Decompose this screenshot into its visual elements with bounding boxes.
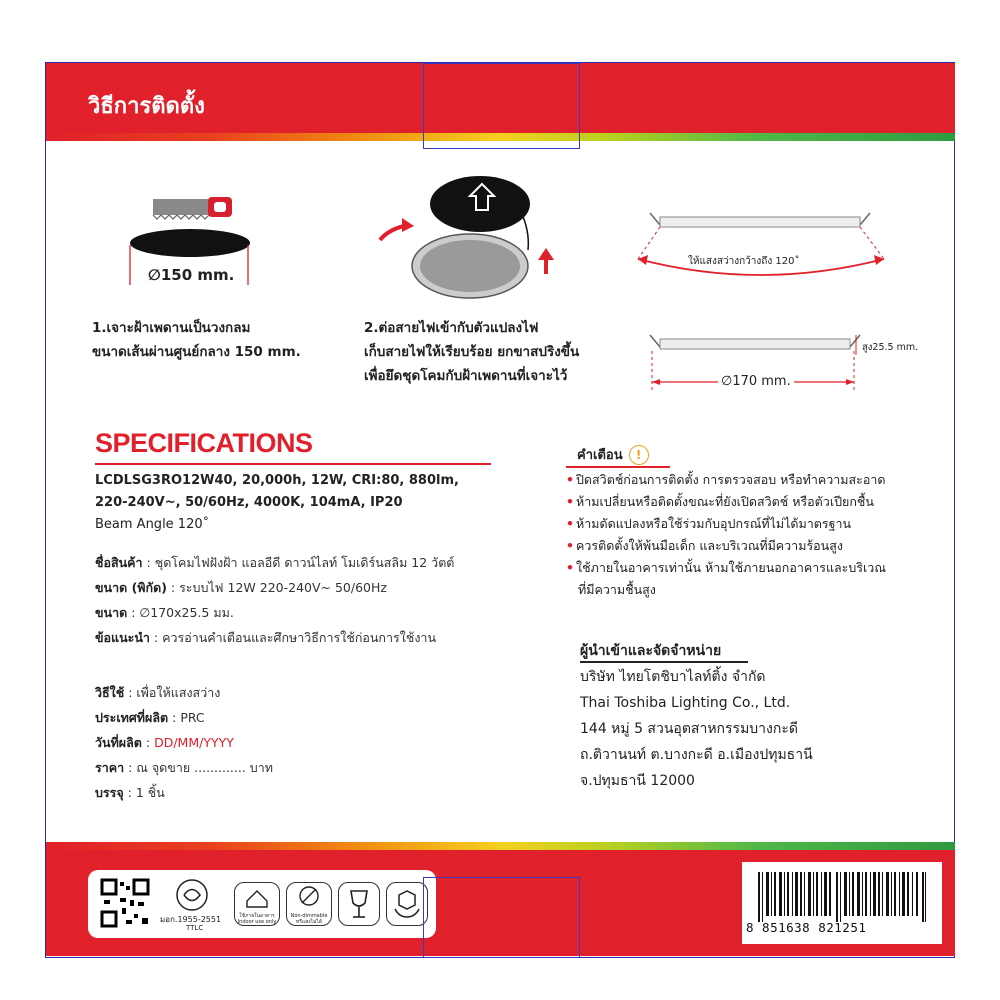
warning-item: • ควรติดตั้งให้พ้นมือเด็ก และบริเวณที่มีความร้อนสูง: [566, 538, 843, 553]
distributor-underline: [580, 661, 748, 663]
barcode-number: 8 851638 821251: [746, 920, 867, 935]
step1-line2: ขนาดเส้นผ่านศูนย์กลาง 150 mm.: [92, 344, 301, 360]
spring-arrow-left: [380, 226, 404, 240]
warning-item: • ปิดสวิตช์ก่อนการติดตั้ง การตรวจสอบ หรือทำความสะอาด: [566, 472, 886, 487]
ttlc-label: TTLC: [186, 924, 204, 932]
warning-title: คำเตือน: [577, 448, 623, 463]
fragile-glass-icon: [338, 882, 380, 926]
distributor-block: [580, 664, 813, 794]
distributor-title: ผู้นำเข้าและจัดจำหน่าย: [580, 643, 722, 659]
distributor-line: Thai Toshiba Lighting Co., Ltd.: [580, 695, 791, 711]
guide-box-top: [423, 63, 580, 149]
step1-dimension: ∅150 mm.: [148, 266, 235, 284]
details2-block: [95, 680, 273, 805]
footer-rainbow: [46, 842, 955, 850]
diameter-label: ∅170 mm.: [718, 374, 794, 389]
detail-row-price: ราคา : ณ จุดขาย ............. บาท: [95, 760, 273, 775]
distributor-line: จ.ปทุมธานี 12000: [580, 773, 695, 789]
warning-icon: !: [629, 445, 649, 465]
indoor-use-icon: [234, 882, 280, 926]
warning-item: • ใช้ภายในอาคารเท่านั้น ห้ามใช้ภายนอกอาคารและบริเวณ: [566, 560, 886, 575]
non-dimmable-icon: [286, 882, 332, 926]
non-dimmable-label: Non-dimmable หรี่แสงไม่ได้: [290, 913, 328, 925]
production-date: DD/MM/YYYY: [154, 735, 234, 750]
tis-number: มอก.1955-2551: [160, 915, 222, 924]
warning-underline: [566, 466, 670, 468]
specs-heading: SPECIFICATIONS: [95, 428, 313, 458]
warning-item: • ห้ามดัดแปลงหรือใช้ร่วมกับอุปกรณ์ที่ไม่ได้มาตรฐาน: [566, 516, 852, 531]
page-title: วิธีการติดตั้ง: [88, 94, 205, 119]
step2-line3: เพื่อยึดชุดโคมกับฝ้าเพดานที่เจาะไว้: [364, 368, 568, 384]
step1-text: [92, 316, 301, 364]
indoor-use-label: ใช้ภายในอาคาร Indoor use only: [237, 913, 277, 925]
detail-row-country: ประเทศที่ผลิต : PRC: [95, 710, 205, 725]
warning-item: • ห้ามเปลี่ยนหรือติดตั้งขณะที่ยังเปิดสวิตช์ หรือตัวเปียกชื้น: [566, 494, 874, 509]
warning-item-cont: ที่มีความชื้นสูง: [578, 582, 656, 597]
detail-row-usage: วิธีใช้ : เพื่อให้แสงสว่าง: [95, 685, 221, 700]
ceiling-disc: [430, 176, 530, 232]
step2-text: [364, 316, 579, 388]
detail-row-advice: ข้อแนะนำ : ควรอ่านคำเตือนและศึกษาวิธีการใช้ก่อนการใช้งาน: [95, 630, 436, 645]
specs-line2: 220-240V~, 50/60Hz, 4000K, 104mA, IP20: [95, 495, 403, 510]
beam-label: ให้แสงสว่างกว้างถึง 120˚: [688, 256, 800, 267]
detail-row-date: วันที่ผลิต : DD/MM/YYYY: [95, 735, 234, 750]
guide-box-bottom: [423, 877, 580, 958]
ceiling-hole: [130, 229, 250, 257]
tis-mark-icon: [174, 878, 210, 912]
step2-line2: เก็บสายไฟให้เรียบร้อย ยกขาสปริงขึ้น: [364, 344, 580, 360]
barcode-icon: [758, 872, 926, 922]
warning-list: [566, 469, 886, 601]
warning-title-row: [577, 444, 649, 465]
distributor-line: 144 หมู่ 5 สวนอุตสาหกรรมบางกะดี: [580, 721, 798, 737]
detail-row-pack: บรรจุ : 1 ชิ้น: [95, 785, 165, 800]
saw-blade: [153, 199, 209, 215]
step2-illustration: [370, 170, 570, 310]
specs-line3: Beam Angle 120˚: [95, 517, 210, 532]
specs-line1: LCDLSG3RO12W40, 20,000h, 12W, CRI:80, 880lm,: [95, 473, 459, 488]
saw-teeth: [153, 215, 209, 219]
details-block: [95, 550, 454, 650]
step2-line1: 2.ต่อสายไฟเข้ากับตัวแปลงไฟ: [364, 320, 539, 336]
distributor-line: บริษัท ไทยโตชิบาไลท์ติ้ง จำกัด: [580, 669, 766, 685]
step1-line1: 1.เจาะฝ้าเพดานเป็นวงกลม: [92, 320, 251, 336]
qr-code-icon: [100, 878, 150, 928]
detail-row-size: ขนาด : ∅170x25.5 มม.: [95, 605, 234, 620]
height-label: สูง25.5 mm.: [862, 342, 919, 353]
specs-underline: [95, 463, 491, 465]
downlight-lens: [420, 240, 520, 292]
specs-block: [95, 470, 459, 536]
distributor-line: ถ.ติวานนท์ ต.บางกะดี อ.เมืองปทุมธานี: [580, 747, 813, 763]
detail-row-rating: ขนาด (พิกัด) : ระบบไฟ 12W 220-240V~ 50/60Hz: [95, 580, 387, 595]
handle-with-care-icon: [386, 882, 428, 926]
detail-row-name: ชื่อสินค้า : ชุดโคมไฟฝังฝ้า แอลอีดี ดาวน์ไลท์ โมเดิร์นสลิม 12 วัตต์: [95, 555, 455, 570]
